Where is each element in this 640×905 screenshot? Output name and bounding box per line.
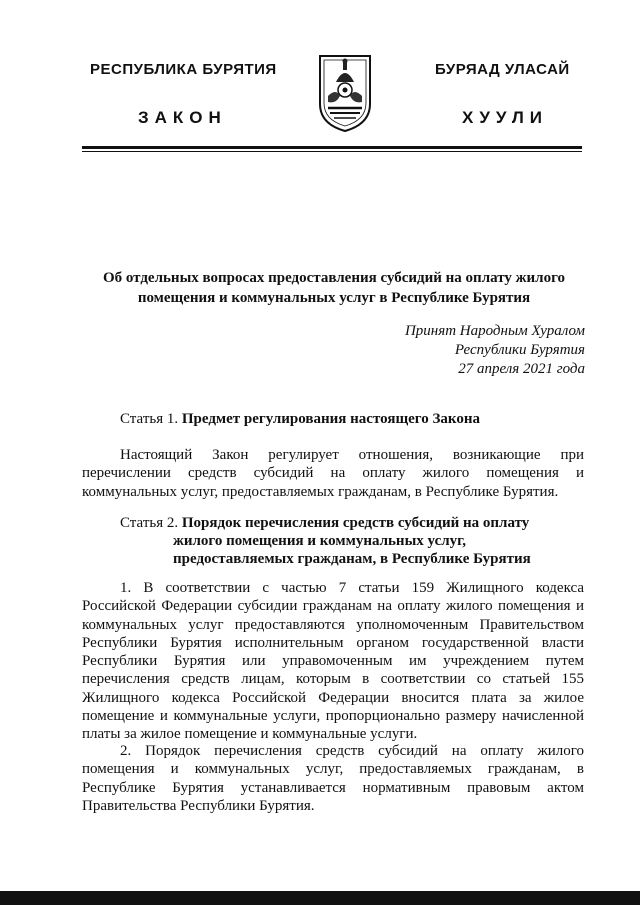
article-1-label: Статья 1. (120, 411, 179, 427)
law-label-russian: ЗАКОН (138, 108, 227, 127)
adoption-note (405, 322, 585, 379)
adoption-line: Республики Бурятия (454, 342, 585, 358)
adoption-date: 27 апреля 2021 года (458, 361, 585, 377)
adoption-line: Принят Народным Хуралом (404, 323, 585, 339)
republic-name-buryat: БУРЯАД УЛАСАЙ (435, 61, 570, 78)
scan-border (0, 891, 640, 905)
article-2-title-line: жилого помещения и коммунальных услуг, (173, 533, 467, 549)
article-2-title-line: Порядок перечисления средств субсидий на оплату (181, 515, 530, 531)
law-title (80, 268, 588, 308)
header-rule-thin (82, 151, 582, 152)
law-title-line: помещения и коммунальных услуг в Республике Бурятия (137, 290, 531, 306)
law-title-line: Об отдельных вопросах предоставления субсидий на оплату жилого (102, 270, 566, 286)
article-1-text: Настоящий Закон регулирует отношения, возникающие при перечислении средств субсидий на оплату жилого помещения и коммунальных услуг, предоставляемых гражданам, в Республике Бурятия. (82, 447, 584, 500)
header-rule-thick (82, 146, 582, 149)
republic-name-russian: РЕСПУБЛИКА БУРЯТИЯ (90, 61, 277, 78)
article-2-title-line: предоставляемых гражданам, в Республике Бурятия (173, 551, 531, 567)
article-2-label: Статья 2. (120, 515, 179, 531)
coat-of-arms-icon (316, 52, 374, 134)
law-label-buryat: ХУУЛИ (462, 108, 548, 127)
article-2-heading (120, 514, 600, 568)
article-2-point-2: 2. Порядок перечисления средств субсидий на оплату жилого помещения и коммунальных услуг, предоставляемых гражданам, в Республике Бурятия устанавливается нормативным правовым актом Правительства Республики Бурятия. (82, 743, 584, 814)
article-1-heading (120, 410, 480, 428)
article-1-title: Предмет регулирования настоящего Закона (181, 411, 480, 427)
article-2-point-1: 1. В соответствии с частью 7 статьи 159 Жилищного кодекса Российской Федерации субсидии гражданам на оплату жилого помещения и коммунальных услуг предоставляются уполномоченным Правительством Республики Бурятия исполнительным органом государственной власти Республики Бурятия или управомоченным им учреждением путем перечисления средств лицам, которым в соответствии со статьей 155 Жилищного кодекса Российской Федерации вносится плата за жилое помещение и коммунальные услуги, пропорционально размеру начисленной платы за жилое помещение и коммунальные услуги. (82, 580, 584, 743)
